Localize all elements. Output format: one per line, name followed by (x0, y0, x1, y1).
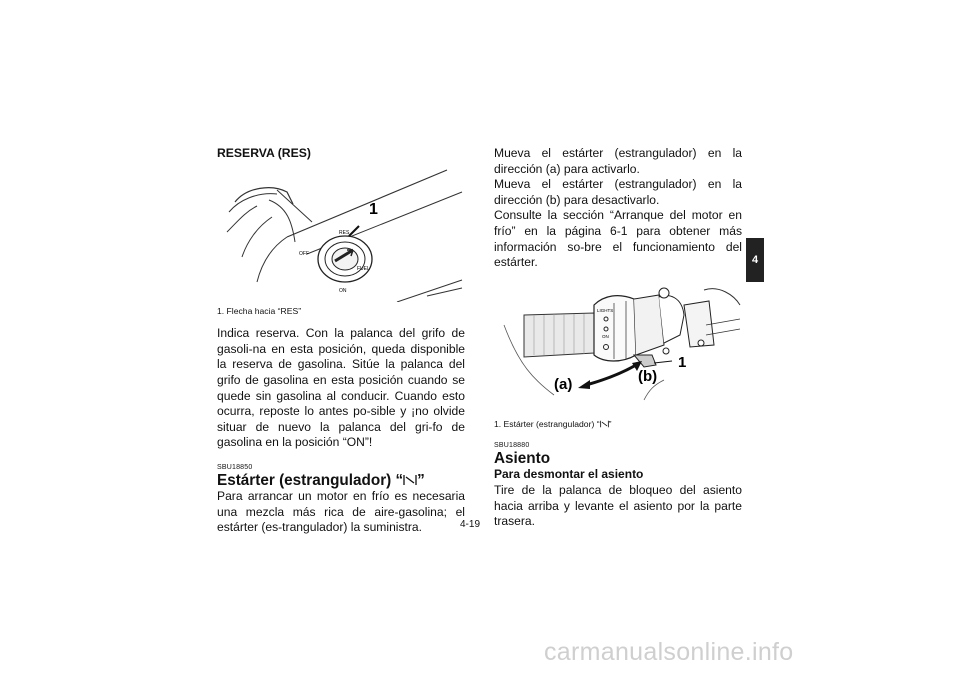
reserve-heading: RESERVA (RES) (217, 146, 311, 160)
fig2-label-b: (b) (638, 367, 658, 385)
remove-seat-paragraph: Tire de la palanca de bloqueo del asiento hacia arriba y levante el asiento por la parte trasera. (494, 482, 742, 529)
fuel-cock-figure (217, 162, 465, 318)
seat-heading: Asiento (494, 450, 551, 468)
fig1-label-res: RES (339, 229, 350, 236)
starter-heading-text: Estárter (estrangulador) “ (217, 471, 404, 489)
starter-heading-end: ” (417, 471, 425, 489)
fuel-cock-illustration (217, 162, 465, 302)
starter-section-code: SBU18850 (217, 463, 253, 471)
choke-direction-b-paragraph: Mueva el estárter (estrangulador) en la dirección (b) para desactivarlo. (494, 177, 742, 207)
choke-icon (403, 474, 417, 486)
fig2-label-lights: LIGHTS (597, 307, 614, 313)
fig2-label-a: (a) (554, 375, 573, 393)
chapter-tab: 4 (746, 238, 764, 282)
choke-figure (494, 285, 742, 431)
choke-direction-a-paragraph: Mueva el estárter (estrangulador) en la dirección (a) para activarlo. (494, 146, 742, 176)
fig1-label-off: OFF (299, 250, 309, 257)
right-column (494, 146, 742, 530)
watermark: carmanualsonline.info (544, 638, 794, 666)
fig2-caption-end: ” (608, 419, 612, 430)
seat-section-code: SBU18880 (494, 442, 530, 450)
left-column (217, 146, 465, 536)
fig2-caption-text: 1. Estárter (estrangulador) “ (494, 419, 600, 430)
fig1-label-on: ON (339, 287, 347, 294)
starter-heading (217, 472, 465, 489)
fig1-caption: 1. Flecha hacia “RES” (217, 306, 302, 317)
fig2-label-on: ON (602, 333, 609, 339)
choke-icon (600, 420, 609, 428)
fig1-callout-1: 1 (369, 200, 378, 218)
fig1-label-fuel: FUEL (357, 265, 370, 272)
fig2-callout-1: 1 (678, 353, 687, 371)
starter-paragraph: Para arrancar un motor en frío es necesaria una mezcla más rica de aire-gasolina; el estárter (es-trangulador) la suministra. (217, 488, 465, 535)
remove-seat-subheading: Para desmontar el asiento (494, 467, 644, 482)
page-number: 4-19 (460, 519, 481, 530)
handlebar-switch-illustration (494, 285, 742, 415)
reserve-paragraph: Indica reserva. Con la palanca del grifo de gasoli-na en esta posición, queda disponible la reserva de gasolina. Sitúe la palanca del grifo de gasolina en esta posición cuando se quede sin gasolina al conducir. Cuando esto ocurra, reposte lo antes po-sible y ¡no olvide situar de nuevo la palanca del gri-fo de gasolina en la posición “ON”! (217, 326, 465, 450)
cold-start-reference-paragraph: Consulte la sección “Arranque del motor en frío” en la página 6-1 para obtener más información so-bre el funcionamiento del estárter. (494, 208, 742, 270)
fig2-caption (494, 419, 742, 430)
